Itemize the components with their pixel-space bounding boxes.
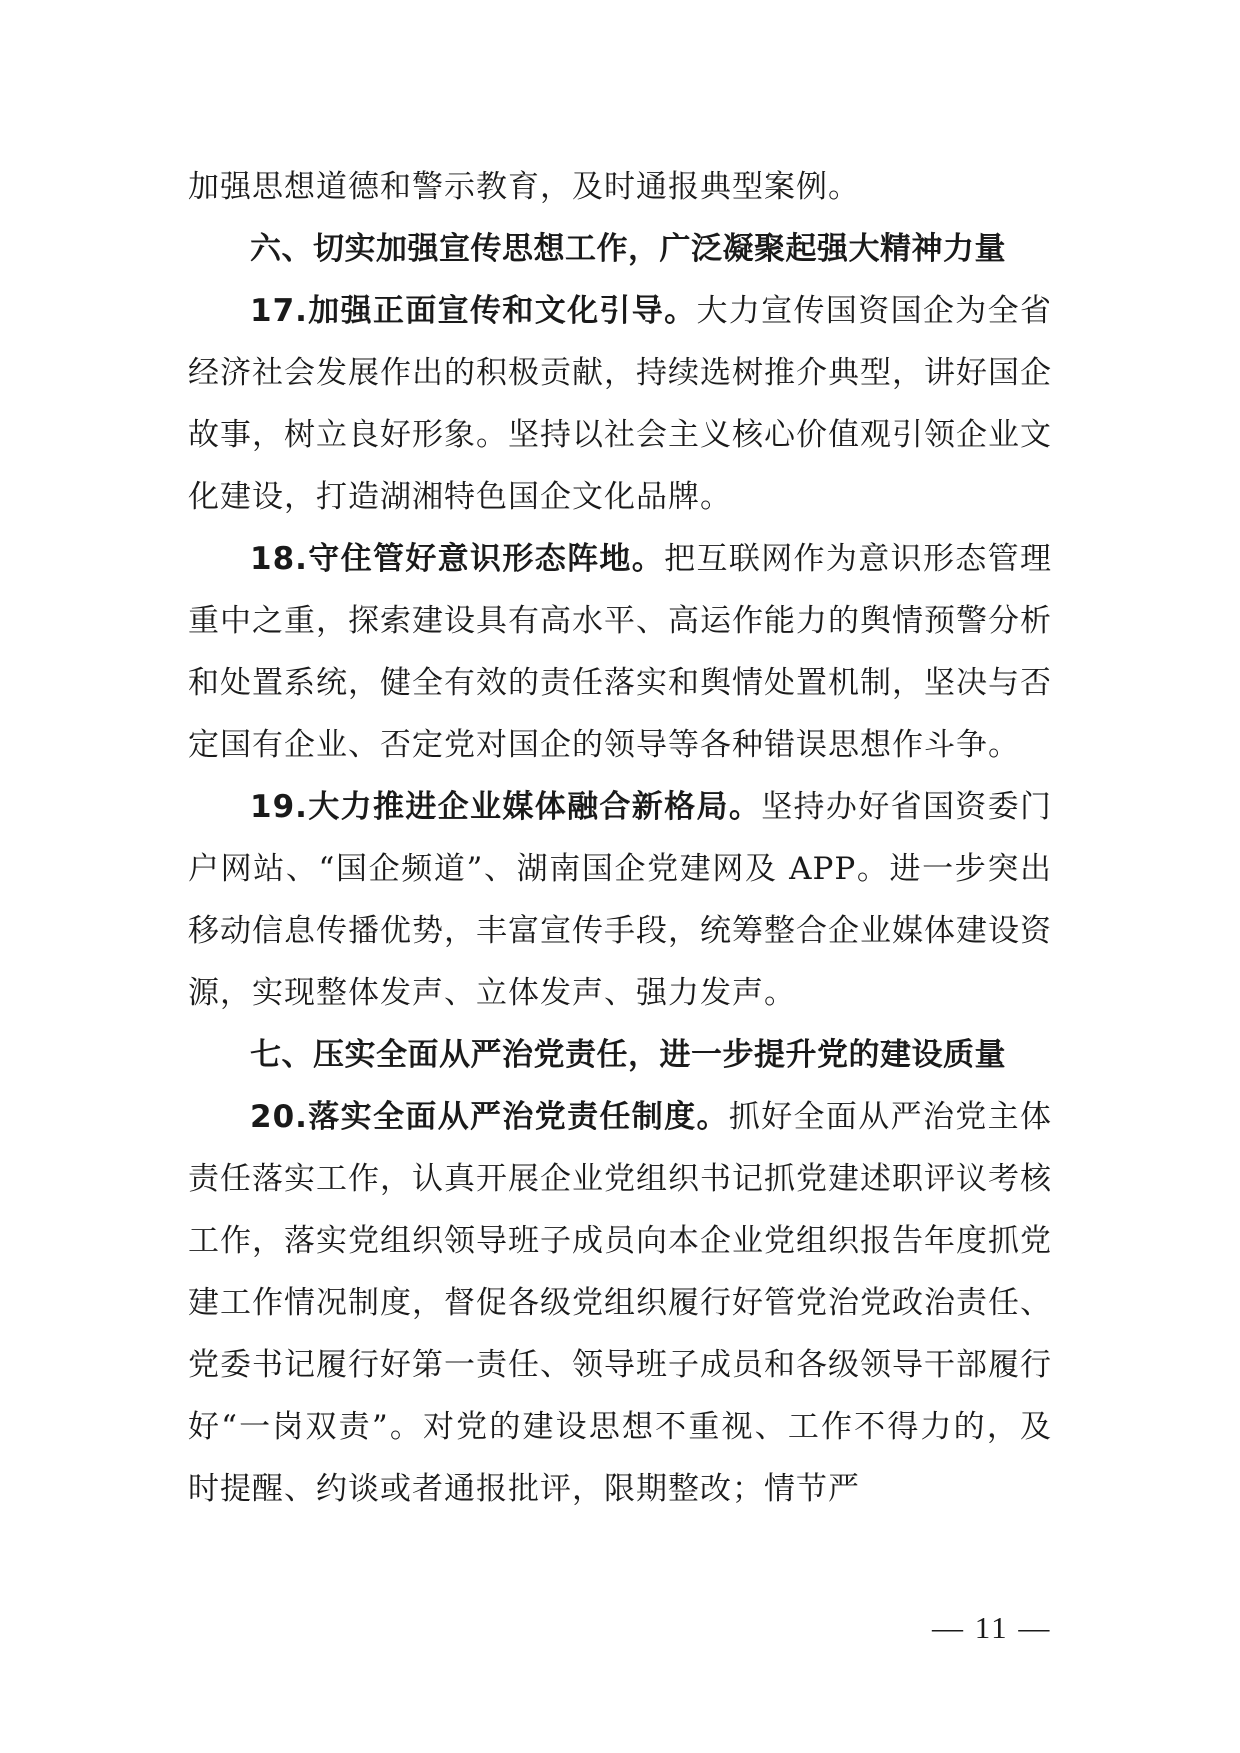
item-20-paragraph bbox=[188, 1086, 1052, 1520]
item-20-body: 抓好全面从严治党主体责任落实工作，认真开展企业党组织书记抓党建述职评议考核工作，落实党组织领导班子成员向本企业党组织报告年度抓党建工作情况制度，督促各级党组织履行好管党治党政治责任、党委书记履行好第一责任、领导班子成员和各级领导干部履行好“一岗双责”。对党的建设思想不重视、工作不得力的，及时提醒、约谈或者通报批评，限期整改；情节严 bbox=[188, 1099, 1053, 1507]
item-19-body: 坚持办好省国资委门户网站、“国企频道”、湖南国企党建网及 APP。进一步突出移动信息传播优势，丰富宣传手段，统筹整合企业媒体建设资源，实现整体发声、立体发声、强力发声。 bbox=[188, 789, 1052, 1011]
document-page bbox=[188, 156, 1052, 1520]
item-19-title: 19.大力推进企业媒体融合新格局。 bbox=[250, 789, 762, 825]
continuation-paragraph: 加强思想道德和警示教育，及时通报典型案例。 bbox=[188, 169, 860, 205]
item-17-title: 17.加强正面宣传和文化引导。 bbox=[250, 293, 697, 329]
page-number: — 11 — bbox=[932, 1610, 1052, 1645]
section-heading-7: 七、压实全面从严治党责任，进一步提升党的建设质量 bbox=[250, 1037, 1006, 1073]
item-18-title: 18.守住管好意识形态阵地。 bbox=[250, 541, 665, 577]
item-18-body: 把互联网作为意识形态管理重中之重，探索建设具有高水平、高运作能力的舆情预警分析和处置系统，健全有效的责任落实和舆情处置机制，坚决与否定国有企业、否定党对国企的领导等各种错误思想作斗争。 bbox=[188, 541, 1053, 763]
item-18-paragraph bbox=[188, 528, 1052, 776]
item-17-paragraph bbox=[188, 280, 1052, 528]
item-20-title: 20.落实全面从严治党责任制度。 bbox=[250, 1099, 729, 1135]
item-19-paragraph bbox=[188, 776, 1052, 1024]
section-heading-6: 六、切实加强宣传思想工作，广泛凝聚起强大精神力量 bbox=[250, 231, 1006, 267]
item-17-body: 大力宣传国资国企为全省经济社会发展作出的积极贡献，持续选树推介典型，讲好国企故事，树立良好形象。坚持以社会主义核心价值观引领企业文化建设，打造湖湘特色国企文化品牌。 bbox=[188, 293, 1052, 515]
